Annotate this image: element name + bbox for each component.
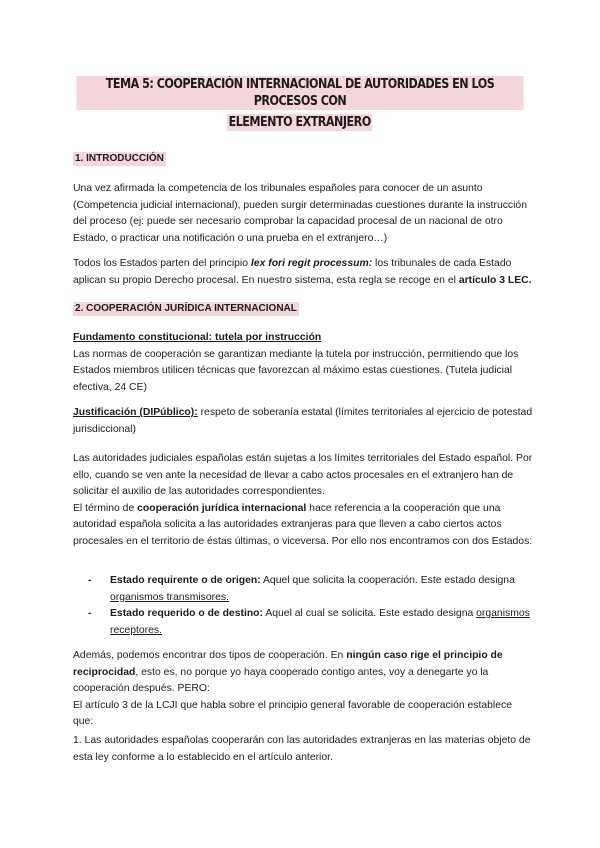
- paragraph-lex-fori: Todos los Estados parten del principio lex fori regit processum: los tribunales de cada Estado aplican su propio Derecho procesal. En nuestro sistema, esta regla se recoge en el artículo 3 LEC.: [73, 258, 532, 286]
- document-title: [40, 74, 560, 133]
- title-line-2: ELEMENTO EXTRANJERO: [228, 115, 372, 130]
- section-heading-cooperacion: 2. COOPERACIÓN JURÍDICA INTERNACIONAL: [75, 303, 297, 314]
- paragraph-intro: Una vez afirmada la competencia de los tribunales españoles para conocer de un asunto (Competencia judicial internacional), pueden surgir determinadas cuestiones durante la instrucción del proceso (ej: puede ser necesario comprobar la capacidad procesal de un nacional de otro Estado, o practicar una notificación o una prueba en el extranjero…): [73, 183, 527, 244]
- estados-list: [88, 573, 534, 639]
- subheading-fundamento: Fundamento constitucional: tutela por instrucción: [73, 332, 322, 343]
- list-item: - Estado requerido o de destino: Aquel al cual se solicita. Este estado designa organismos receptores.: [88, 608, 530, 636]
- paragraph-justificacion: Justificación (DIPúblico): respeto de soberanía estatal (límites territoriales al ejercicio de potestad jurisdiccional): [73, 407, 533, 435]
- paragraph-fundamento: Fundamento constitucional: tutela por instrucción Las normas de cooperación se garantizan mediante la tutela por instrucción, permitiendo que los Estados miembros utilicen técnicas que favorezcan al máximo estas cuestiones. (Tutela judicial efectiva, 24 CE): [73, 330, 533, 396]
- paragraph-articulo-3: 1. Las autoridades españolas cooperarán con las autoridades extranjeras en las materias objeto de esta ley conforme a lo establecido en el artículo anterior.: [73, 735, 531, 763]
- paragraph-reciprocidad: Además, podemos encontrar dos tipos de cooperación. En ningún caso rige el principio de reciprocidad, esto es, no porque yo haya cooperado contigo antes, voy a denegarte yo la cooperación después. PERO: El artículo 3 de la LCJI que habla sobre el principio general favorable de cooperación establece que:: [73, 650, 512, 727]
- section-heading-introduccion: 1. INTRODUCCIÓN: [75, 153, 164, 164]
- paragraph-autoridades: Las autoridades judiciales españolas están sujetas a los límites territoriales del Estado español. Por ello, cuando se ven ante la necesidad de llevar a cabo actos procesales en el extranjero han de solicitar el auxilio de las autoridades correspondientes. El término de cooperación jurídica internacional hace referencia a la cooperación que una autoridad española solicita a las autoridades extranjeras para que lleven a cabo ciertos actos procesales en el territorio de éstas últimas, o viceversa. Por ello nos encontramos con dos Estados:: [73, 453, 533, 547]
- list-item: - Estado requirente o de origen: Aquel que solicita la cooperación. Este estado designa organismos transmisores.: [88, 575, 515, 603]
- title-line-1: TEMA 5: COOPERACIÓN INTERNACIONAL DE AUTORIDADES EN LOS PROCESOS CON: [76, 76, 523, 110]
